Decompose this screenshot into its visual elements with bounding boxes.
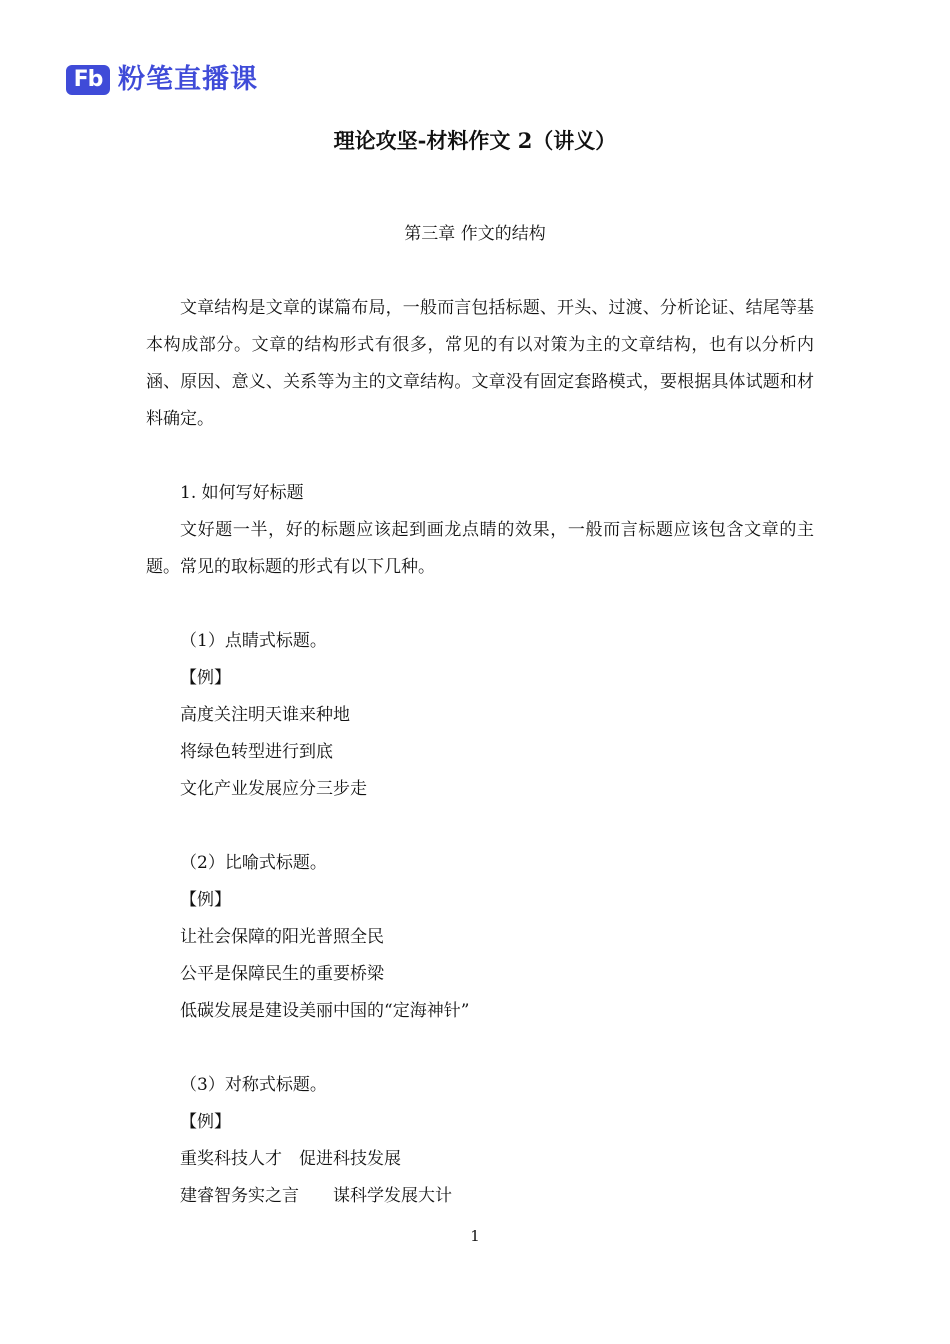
title-type-block-1 <box>146 623 814 808</box>
title-type-heading: （1）点睛式标题。 <box>180 631 327 651</box>
document-body <box>146 290 814 1215</box>
example-item: 公平是保障民生的重要桥梁 <box>180 964 384 984</box>
example-item: 建睿智务实之言 谋科学发展大计 <box>180 1186 452 1206</box>
brand-logo-icon: Fb <box>66 65 110 95</box>
brand-logo <box>66 60 258 100</box>
intro-paragraph: 文章结构是文章的谋篇布局，一般而言包括标题、开头、过渡、分析论证、结尾等基本构成部分。文章的结构形式有很多，常见的有以对策为主的文章结构，也有以分析内涵、原因、意义、关系等为主的文章结构。文章没有固定套路模式，要根据具体试题和材料确定。 <box>146 298 814 429</box>
title-type-heading: （2）比喻式标题。 <box>180 853 327 873</box>
page-number: 1 <box>470 1227 480 1245</box>
section-heading: 1. 如何写好标题 <box>180 483 304 503</box>
example-label: 【例】 <box>180 668 231 688</box>
brand-name: 粉笔直播课 <box>118 64 258 95</box>
example-item: 将绿色转型进行到底 <box>180 742 333 762</box>
example-label: 【例】 <box>180 1112 231 1132</box>
chapter-title: 第三章 作文的结构 <box>404 224 546 244</box>
title-type-block-2 <box>146 845 814 1030</box>
example-item: 低碳发展是建设美丽中国的“定海神针” <box>180 1001 470 1021</box>
title-type-heading: （3）对称式标题。 <box>180 1075 327 1095</box>
title-type-block-3 <box>146 1067 814 1215</box>
example-label: 【例】 <box>180 890 231 910</box>
example-item: 高度关注明天谁来种地 <box>180 705 350 725</box>
example-item: 文化产业发展应分三步走 <box>180 779 367 799</box>
example-item: 重奖科技人才 促进科技发展 <box>180 1149 401 1169</box>
document-title: 理论攻坚-材料作文 2（讲义） <box>333 128 617 153</box>
section-paragraph: 文好题一半，好的标题应该起到画龙点睛的效果，一般而言标题应该包含文章的主题。常见的取标题的形式有以下几种。 <box>146 520 814 577</box>
example-item: 让社会保障的阳光普照全民 <box>180 927 384 947</box>
